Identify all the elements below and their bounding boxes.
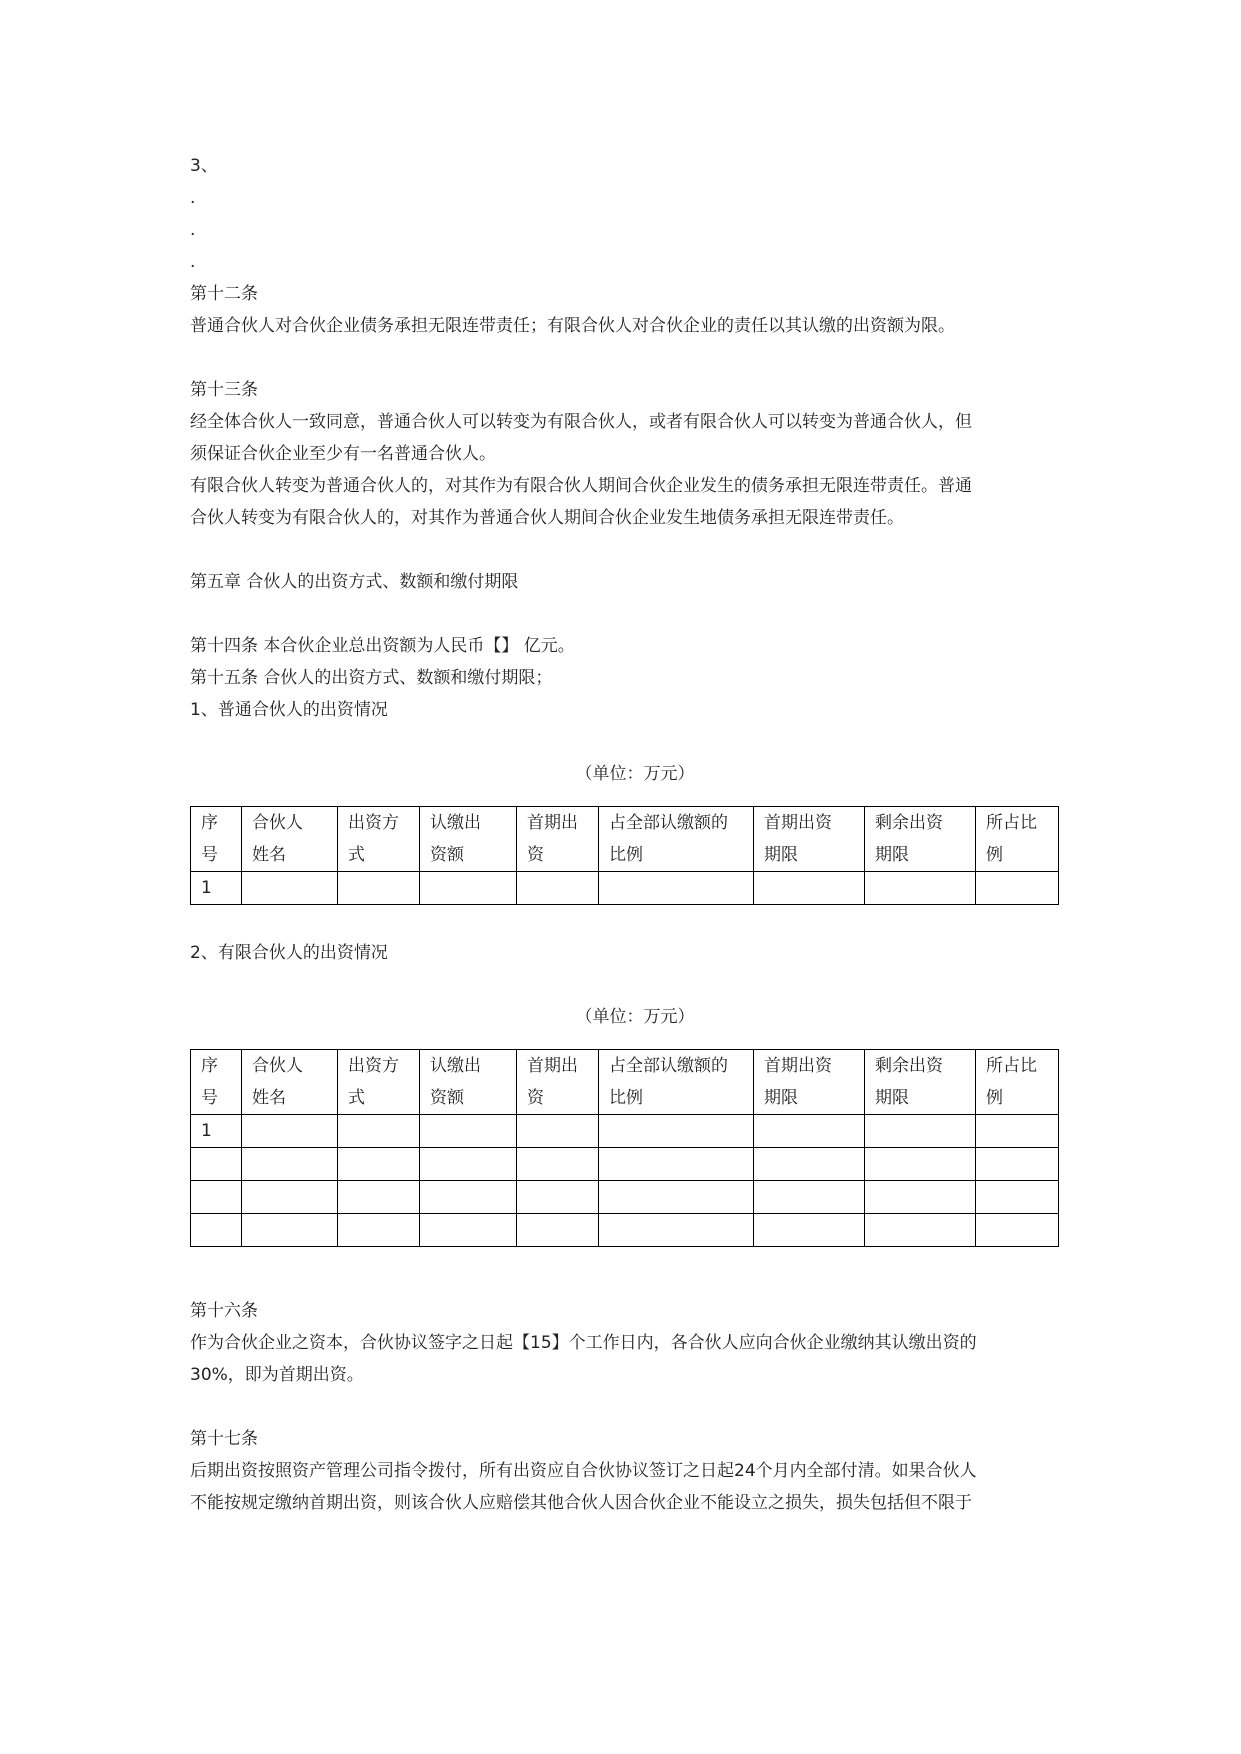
table-cell — [865, 1115, 976, 1148]
header-text: 出资方 — [348, 813, 399, 833]
table-header-cell — [242, 807, 338, 872]
list-number: 3、 — [190, 156, 218, 176]
table-row — [191, 872, 1059, 905]
header-text: 剩余出资 — [875, 1056, 943, 1076]
article-13-text: 经全体合伙人一致同意，普通合伙人可以转变为有限合伙人，或者有限合伙人可以转变为普通合伙人，但 — [190, 412, 972, 432]
table-cell — [865, 1181, 976, 1214]
header-text: 序 — [201, 813, 218, 833]
table-cell — [599, 1115, 754, 1148]
table-cell — [976, 1181, 1059, 1214]
table-cell: 1 — [191, 872, 242, 905]
article-16-text: 作为合伙企业之资本，合伙协议签字之日起【15】个工作日内，各合伙人应向合伙企业缴纳其认缴出资的 — [190, 1333, 977, 1353]
table-row — [191, 1115, 1059, 1148]
table-header-cell — [191, 1050, 242, 1115]
table-cell — [191, 1214, 242, 1247]
header-text: 首期出 — [527, 1056, 578, 1076]
table-cell — [242, 1214, 338, 1247]
table-cell — [976, 1148, 1059, 1181]
table-cell — [338, 1115, 420, 1148]
table-header-cell — [191, 807, 242, 872]
table-cell — [338, 872, 420, 905]
table-cell — [338, 1181, 420, 1214]
header-text: 比例 — [609, 1088, 643, 1108]
article-16-text: 30%，即为首期出资。 — [190, 1365, 364, 1385]
header-text: 期限 — [875, 845, 909, 865]
section-2-title: 2、有限合伙人的出资情况 — [190, 943, 388, 963]
table-cell — [976, 1214, 1059, 1247]
table-header-cell — [599, 807, 754, 872]
header-text: 资 — [527, 845, 544, 865]
table-cell — [599, 1148, 754, 1181]
section-1-title: 1、普通合伙人的出资情况 — [190, 700, 388, 720]
table-cell — [754, 1115, 865, 1148]
table-cell — [420, 1148, 517, 1181]
header-text: 所占比 — [986, 1056, 1037, 1076]
table-cell — [242, 1148, 338, 1181]
table-cell — [517, 1214, 599, 1247]
article-17-text: 不能按规定缴纳首期出资，则该合伙人应赔偿其他合伙人因合伙企业不能设立之损失，损失包括但不限于 — [190, 1493, 972, 1513]
table-cell — [420, 1181, 517, 1214]
table-header-cell — [865, 807, 976, 872]
header-text: 首期出 — [527, 813, 578, 833]
header-text: 资额 — [430, 845, 464, 865]
table-header-cell — [517, 807, 599, 872]
header-text: 首期出资 — [764, 1056, 832, 1076]
table-cell — [599, 872, 754, 905]
table-row — [191, 1181, 1059, 1214]
table-cell — [517, 1181, 599, 1214]
table-header-row — [191, 1050, 1059, 1115]
header-text: 剩余出资 — [875, 813, 943, 833]
table-cell — [242, 872, 338, 905]
table-cell — [865, 872, 976, 905]
ellipsis-dot: . — [190, 220, 196, 240]
table-header-cell — [420, 807, 517, 872]
header-text: 号 — [201, 845, 218, 865]
table-cell — [338, 1214, 420, 1247]
header-text: 合伙人 — [252, 1056, 303, 1076]
table-cell — [420, 1214, 517, 1247]
header-text: 出资方 — [348, 1056, 399, 1076]
header-text: 所占比 — [986, 813, 1037, 833]
general-partner-table — [190, 806, 1059, 905]
header-text: 期限 — [764, 1088, 798, 1108]
table-cell — [976, 1115, 1059, 1148]
unit-label: （单位：万元） — [575, 764, 695, 784]
header-text: 式 — [348, 1088, 365, 1108]
header-text: 期限 — [875, 1088, 909, 1108]
table-cell — [754, 1148, 865, 1181]
table-header-cell — [754, 1050, 865, 1115]
table-cell — [599, 1214, 754, 1247]
header-text: 资 — [527, 1088, 544, 1108]
table-cell — [754, 872, 865, 905]
header-text: 资额 — [430, 1088, 464, 1108]
table-row — [191, 1214, 1059, 1247]
header-text: 姓名 — [252, 845, 286, 865]
header-text: 认缴出 — [430, 813, 481, 833]
table-cell — [865, 1148, 976, 1181]
article-13-text: 须保证合伙企业至少有一名普通合伙人。 — [190, 444, 496, 464]
article-14-text: 第十四条 本合伙企业总出资额为人民币【】 亿元。 — [190, 636, 575, 656]
limited-partner-table — [190, 1049, 1059, 1247]
header-text: 例 — [986, 1088, 1003, 1108]
table-header-cell — [517, 1050, 599, 1115]
article-16-title: 第十六条 — [190, 1301, 258, 1321]
header-text: 首期出资 — [764, 813, 832, 833]
table-cell — [242, 1115, 338, 1148]
table-header-cell — [338, 807, 420, 872]
table-cell — [517, 872, 599, 905]
article-13-title: 第十三条 — [190, 380, 258, 400]
table-cell — [191, 1181, 242, 1214]
article-13-text: 有限合伙人转变为普通合伙人的，对其作为有限合伙人期间合伙企业发生的债务承担无限连带责任。普通 — [190, 476, 972, 496]
article-12-text: 普通合伙人对合伙企业债务承担无限连带责任；有限合伙人对合伙企业的责任以其认缴的出资额为限。 — [190, 316, 955, 336]
document-body — [190, 150, 1060, 1519]
unit-label: （单位：万元） — [575, 1007, 695, 1027]
table-cell — [242, 1181, 338, 1214]
header-text: 姓名 — [252, 1088, 286, 1108]
header-text: 期限 — [764, 845, 798, 865]
ellipsis-dot: . — [190, 188, 196, 208]
table-cell — [338, 1148, 420, 1181]
table-cell — [754, 1214, 865, 1247]
header-text: 占全部认缴额的 — [609, 1056, 728, 1076]
header-text: 合伙人 — [252, 813, 303, 833]
table-header-row — [191, 807, 1059, 872]
table-header-cell — [599, 1050, 754, 1115]
table-cell — [754, 1181, 865, 1214]
header-text: 认缴出 — [430, 1056, 481, 1076]
table-cell: 1 — [191, 1115, 242, 1148]
article-17-text: 后期出资按照资产管理公司指令拨付，所有出资应自合伙协议签订之日起24个月内全部付清。如果合伙人 — [190, 1461, 977, 1481]
table-cell — [517, 1115, 599, 1148]
table-cell — [420, 872, 517, 905]
header-text: 比例 — [609, 845, 643, 865]
table-header-cell — [976, 807, 1059, 872]
table-cell — [865, 1214, 976, 1247]
article-12-title: 第十二条 — [190, 284, 258, 304]
header-text: 式 — [348, 845, 365, 865]
article-17-title: 第十七条 — [190, 1429, 258, 1449]
table-header-cell — [754, 807, 865, 872]
header-text: 占全部认缴额的 — [609, 813, 728, 833]
table-header-cell — [242, 1050, 338, 1115]
table-header-cell — [338, 1050, 420, 1115]
table-cell — [517, 1148, 599, 1181]
header-text: 号 — [201, 1088, 218, 1108]
table-header-cell — [976, 1050, 1059, 1115]
ellipsis-dot: . — [190, 252, 196, 272]
header-text: 例 — [986, 845, 1003, 865]
table-cell — [599, 1181, 754, 1214]
header-text: 序 — [201, 1056, 218, 1076]
table-header-cell — [420, 1050, 517, 1115]
table-cell — [420, 1115, 517, 1148]
table-cell — [191, 1148, 242, 1181]
table-row — [191, 1148, 1059, 1181]
article-15-text: 第十五条 合伙人的出资方式、数额和缴付期限； — [190, 668, 553, 688]
article-13-text: 合伙人转变为有限合伙人的，对其作为普通合伙人期间合伙企业发生地债务承担无限连带责任。 — [190, 508, 904, 528]
chapter-5-heading: 第五章 合伙人的出资方式、数额和缴付期限 — [190, 572, 519, 592]
table-header-cell — [865, 1050, 976, 1115]
table-cell — [976, 872, 1059, 905]
